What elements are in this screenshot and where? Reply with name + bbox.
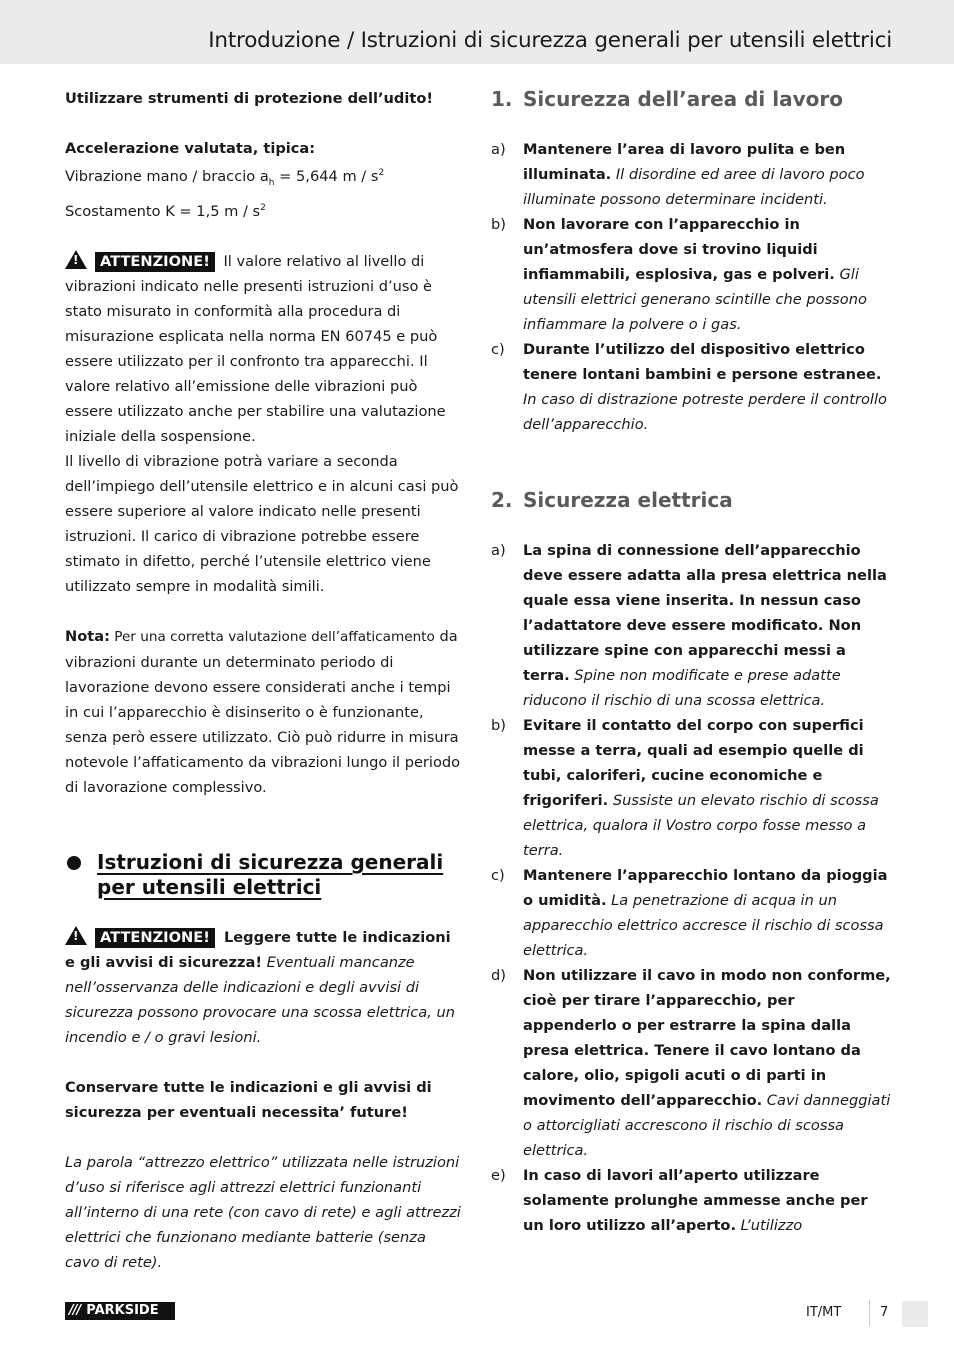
note-label: Nota: (65, 627, 110, 645)
term-definition: La parola “attrezzo elettrico” utilizzata nelle istruzioni d’uso si riferisce agli attrezzi elettrici funzionanti all’interno di una rete (con cavo di rete) e agli attrezzi elettrici che funzionano mediante batterie (senza cavo di rete). (65, 1153, 461, 1271)
read-all-warning: ! ATTENZIONE! Leggere tutte le indicazioni e gli avvisi di sicurezza! Eventuali mancanze nell’osservanza delle indicazioni e degli avvisi di sicurezza possono provocare una scossa elettrica, un incendio e / o gravi lesioni. (65, 925, 465, 1050)
attention-label: ATTENZIONE! (95, 252, 215, 272)
acceleration-line-1: Vibrazione mano / braccio $a_h = 5,644$ m / $s^2$ (65, 167, 385, 188)
section-1-heading: 1. Sicurezza dell’area di lavoro (491, 87, 843, 111)
hearing-protection-note: Utilizzare strumenti di protezione dell’udito! (65, 90, 434, 107)
list-item: d) Non utilizzare il cavo in modo non conforme, cioè per tirare l’apparecchio, per appenderlo o per estrarre la spina dalla presa elettrica. Tenere il cavo lontano da calore, olio, spigoli acuti o di parti in movimento dell’apparecchio. Cavi danneggiati o attorcigliati accrescono il rischio di scossa elettrica. (491, 967, 891, 1159)
list-item: a) Mantenere l’area di lavoro pulita e ben illuminata. Il disordine ed aree di lavoro poco illuminate possono determinare incidenti. (491, 141, 865, 208)
list-item: c) Mantenere l’apparecchio lontano da pioggia o umidità. La penetrazione di acqua in un apparecchio elettrico accresce il rischio di scossa elettrica. (491, 867, 888, 959)
page-header (0, 0, 954, 64)
acceleration-line-2: Scostamento K = 1,5 m / $s^2$ (65, 202, 266, 220)
section-heading: Istruzioni di sicurezza generali per utensili elettrici (65, 850, 465, 900)
page-number: 7 (880, 1305, 889, 1320)
list-item: b) Non lavorare con l’apparecchio in un’atmosfera dove si trovino liquidi infiammabili, esplosiva, gas e polveri. Gli utensili elettrici generano scintille che possono infiammare la polvere o i gas. (491, 216, 867, 333)
keep-instructions-note: Conservare tutte le indicazioni e gli avvisi di sicurezza per eventuali necessita’ future! (65, 1078, 432, 1121)
footer-divider (869, 1300, 870, 1326)
footer-tab-marker (902, 1301, 928, 1327)
language-code: IT/MT (806, 1305, 842, 1320)
list-item: c) Durante l’utilizzo del dispositivo elettrico tenere lontani bambini e persone estranee. In caso di distrazione potreste perdere il controllo dell’apparecchio. (491, 341, 887, 433)
bullet-icon (67, 856, 81, 870)
note-paragraph: Nota: Per una corretta valutazione dell’affaticamento da vibrazioni durante un determinato periodo di lavorazione devono essere considerati anche i tempi in cui l’apparecchio è disinserito o è funzionante, senza però essere utilizzato. Ciò può ridurre in misura notevole l’affaticamento da vibrazioni lungo il periodo di lavorazione complessivo. (65, 627, 461, 796)
left-column (65, 86, 465, 1275)
section-2-list (491, 538, 893, 1238)
list-item: b) Evitare il contatto del corpo con superfici messe a terra, quali ad esempio quelle di tubi, caloriferi, cucine economiche e frigoriferi. Sussiste un elevato rischio di scossa elettrica, qualora il Vostro corpo fosse messo a terra. (491, 717, 879, 859)
vibration-level-text: Il livello di vibrazione potrà variare a seconda dell’impiego dell’utensile elettrico e in alcuni casi può essere superiore al valore indicato nelle presenti istruzioni. Il carico di vibrazione potrebbe essere stimato in difetto, perché l’utensile elettrico viene utilizzato sempre in modalità simili. (65, 452, 459, 595)
list-item: e) In caso di lavori all’aperto utilizzare solamente prolunghe ammesse anche per un loro utilizzo all’aperto. L’utilizzo (491, 1167, 868, 1234)
vibration-warning: ! ATTENZIONE! Il valore relativo al livello di vibrazioni indicato nelle presenti istruzioni d’uso è stato misurato in conformità alla procedura di misurazione esplicata nella norma EN 60745 e può essere utilizzato per il confronto tra apparecchi. Il valore relativo all’emissione delle vibrazioni può essere utilizzato anche per stabilire una valutazione iniziale della sospensione. (65, 249, 465, 449)
warning-icon: ! (65, 250, 87, 269)
page-title: Introduzione / Istruzioni di sicurezza generali per utensili elettrici (208, 28, 892, 53)
list-item: a) La spina di connessione dell’apparecchio deve essere adatta alla presa elettrica nella quale essa viene inserita. In nessun caso l’adattatore deve essere modificato. Non utilizzare spine con apparecchi messi a terra. Spine non modificate e prese adatte riducono il rischio di una scossa elettrica. (491, 542, 887, 709)
acceleration-title: Accelerazione valutata, tipica: (65, 140, 316, 157)
section-1-list (491, 137, 893, 437)
warning-icon: ! (65, 926, 87, 945)
section-2-heading: 2. Sicurezza elettrica (491, 488, 733, 512)
parkside-logo: /// PARKSIDE (65, 1302, 175, 1320)
attention-label: ATTENZIONE! (95, 928, 215, 948)
right-column (491, 86, 893, 1238)
